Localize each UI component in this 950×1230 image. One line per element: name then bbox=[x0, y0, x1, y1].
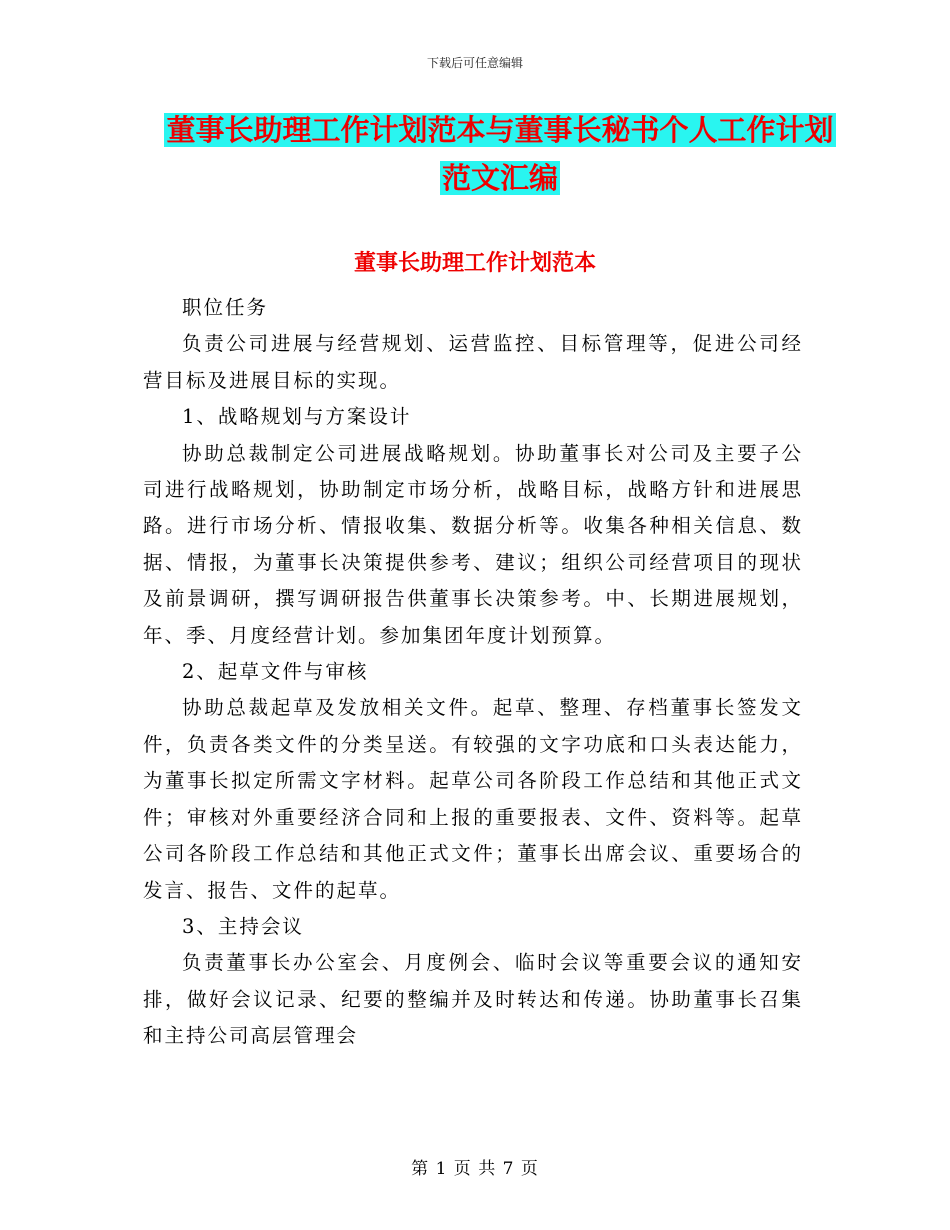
document-title-line2: 范文汇编 bbox=[441, 161, 558, 195]
paragraph-heading-drafting: 2、起草文件与审核 bbox=[182, 660, 369, 684]
document-body bbox=[143, 290, 803, 1055]
paragraph-drafting: 协助总裁起草及发放相关文件。起草、整理、存档董事长签发文件，负责各类文件的分类呈送。有较强的文字功底和口头表达能力，为董事长拟定所需文字材料。起草公司各阶段工作总结和其他正式文件；审核对外重要经济合同和上报的重要报表、文件、资料等。起草公司各阶段工作总结和其他正式文件；董事长出席会议、重要场合的发言、报告、文件的起草。 bbox=[143, 696, 803, 902]
page-footer: 第 1 页 共 7 页 bbox=[411, 1159, 539, 1179]
section-title: 董事长助理工作计划范本 bbox=[353, 251, 596, 276]
document-title bbox=[140, 106, 860, 202]
paragraph-meetings: 负责董事长办公室会、月度例会、临时会议等重要会议的通知安排，做好会议记录、纪要的整编并及时转达和传递。协助董事长召集和主持公司高层管理会 bbox=[143, 951, 803, 1048]
paragraph-strategy: 协助总裁制定公司进展战略规划。协助董事长对公司及主要子公司进行战略规划，协助制定市场分析，战略目标，战略方针和进展思路。进行市场分析、情报收集、数据分析等。收集各种相关信息、数据、情报，为董事长决策提供参考、建议；组织公司经营项目的现状及前景调研，撰写调研报告供董事长决策参考。中、长期进展规划，年、季、月度经营计划。参加集团年度计划预算。 bbox=[143, 441, 803, 647]
header-note: 下载后可任意编辑 bbox=[426, 56, 523, 70]
paragraph-job-duties: 负责公司进展与经营规划、运营监控、目标管理等，促进公司经营目标及进展目标的实现。 bbox=[143, 332, 803, 392]
paragraph-heading-meetings: 3、主持会议 bbox=[182, 914, 304, 938]
document-title-line1: 董事长助理工作计划范本与董事长秘书个人工作计划 bbox=[166, 113, 834, 147]
paragraph-job-duties-heading: 职位任务 bbox=[182, 296, 269, 319]
paragraph-heading-strategy: 1、战略规划与方案设计 bbox=[182, 405, 412, 429]
